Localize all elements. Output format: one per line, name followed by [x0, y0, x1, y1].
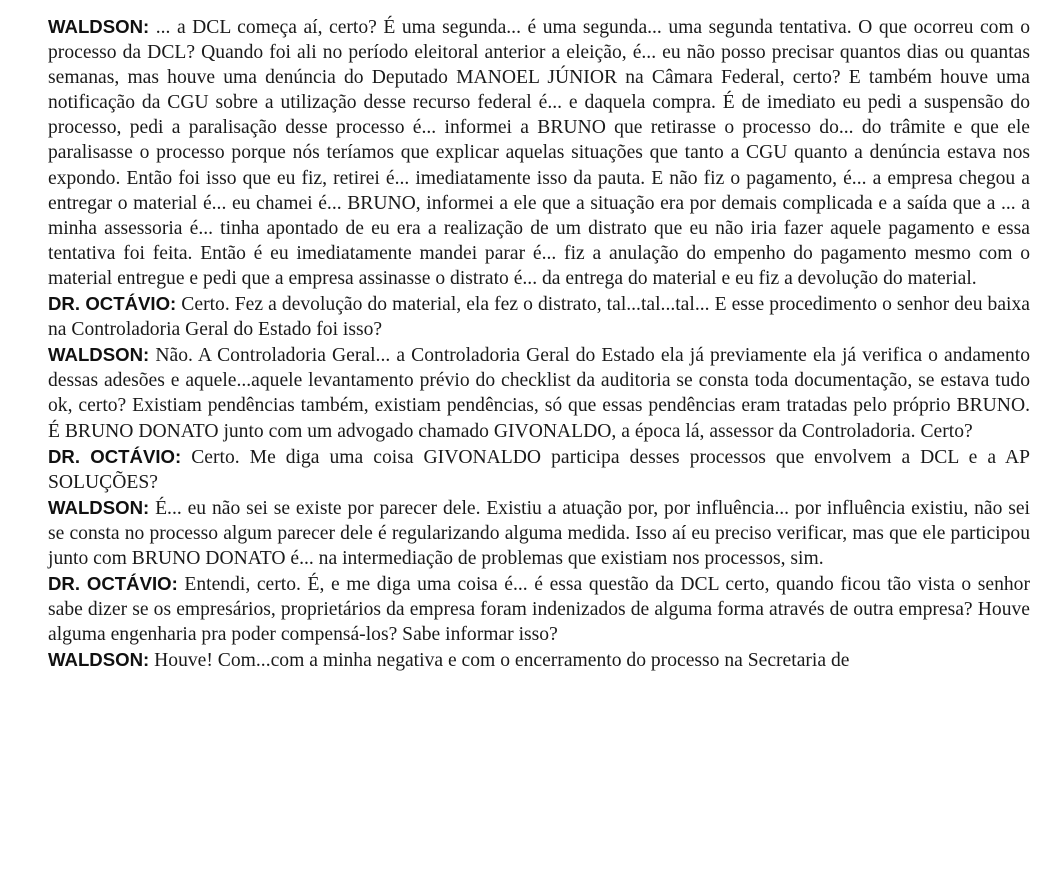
transcript-paragraph [48, 14, 1030, 291]
speech-text: Certo. Fez a devolução do material, ela fez o distrato, tal...tal...tal... E esse procedimento o senhor deu baixa na Controladoria Geral do Estado foi isso? [48, 294, 1030, 341]
speech-text: Não. A Controladoria Geral... a Controladoria Geral do Estado ela já previamente ela já verifica o andamento dessas adesões e aquele...aquele levantamento prévio do checklist da auditoria se consta toda documentação, se estava tudo ok, certo? Existiam pendências também, existiam pendências, só que essas pendências eram tratadas pelo próprio BRUNO. É BRUNO DONATO junto com um advogado chamado GIVONALDO, a época lá, assessor da Controladoria. Certo? [48, 345, 1030, 442]
speaker-label: WALDSON: [48, 496, 150, 518]
speaker-label: WALDSON: [48, 16, 150, 37]
transcript-paragraph [48, 291, 1030, 342]
transcript-paragraph [48, 444, 1030, 495]
transcript-paragraph [48, 571, 1030, 647]
transcript-paragraph [48, 342, 1030, 443]
transcript-paragraph [48, 647, 1030, 673]
transcript-paragraph [48, 495, 1030, 571]
transcript-page [48, 14, 1030, 673]
speech-text: É... eu não sei se existe por parecer dele. Existiu a atuação por, por influência... por influência existiu, não sei se consta no processo algum parecer dele é regularizando alguma medida. Isso aí eu preciso verificar, mas que ele participou junto com BRUNO DONATO é... na intermediação de problemas que existiam nos processos, sim. [48, 497, 1030, 569]
speaker-label: DR. OCTÁVIO: [48, 445, 182, 467]
speech-text: Certo. Me diga uma coisa GIVONALDO participa desses processos que envolvem a DCL e a AP SOLUÇÕES? [48, 446, 1030, 493]
speaker-label: WALDSON: [48, 649, 150, 671]
speaker-label: DR. OCTÁVIO: [48, 293, 177, 315]
speaker-label: DR. OCTÁVIO: [48, 573, 178, 595]
speaker-label: WALDSON: [48, 344, 150, 366]
speech-text: Entendi, certo. É, e me diga uma coisa é... é essa questão da DCL certo, quando ficou tão vista o senhor sabe dizer se os empresários, proprietários da empresa foram indenizados de alguma forma através de outra empresa? Houve alguma engenharia pra poder compensá-los? Sabe informar isso? [48, 574, 1030, 646]
speech-text: ... a DCL começa aí, certo? É uma segunda... é uma segunda... uma segunda tentativa. O que ocorreu com o processo da DCL? Quando foi ali no período eleitoral anterior a eleição, é... eu não posso precisar quantos dias ou quantas semanas, mas houve uma denúncia do Deputado MANOEL JÚNIOR na Câmara Federal, certo? E também houve uma notificação da CGU sobre a utilização desse recurso federal é... e daquela compra. É de imediato eu pedi a suspensão do processo, pedi a paralisação desse processo é... informei a BRUNO que retirasse o processo do... do trâmite e que ele paralisasse o processo porque nós teríamos que explicar aquelas situações que tanto a CGU quanto a denúncia estava nos expondo. Então foi isso que eu fiz, retirei é... imediatamente isso da pauta. E não fiz o pagamento, é... a empresa chegou a entregar o material é... eu chamei é... BRUNO, informei a ele que a situação era por demais complicada e a saída que a ... a minha assessoria é... tinha apontado de eu era a realização de um distrato que eu não iria fazer aquele pagamento e essa tentativa foi feita. Então é eu imediatamente mandei parar é... fiz a anulação do empenho do pagamento mesmo com o material entregue e pedi que a empresa assinasse o distrato é... da entrega do material e eu fiz a devolução do material. [48, 17, 1030, 289]
speech-text: Houve! Com...com a minha negativa e com o encerramento do processo na Secretaria de [149, 650, 850, 672]
